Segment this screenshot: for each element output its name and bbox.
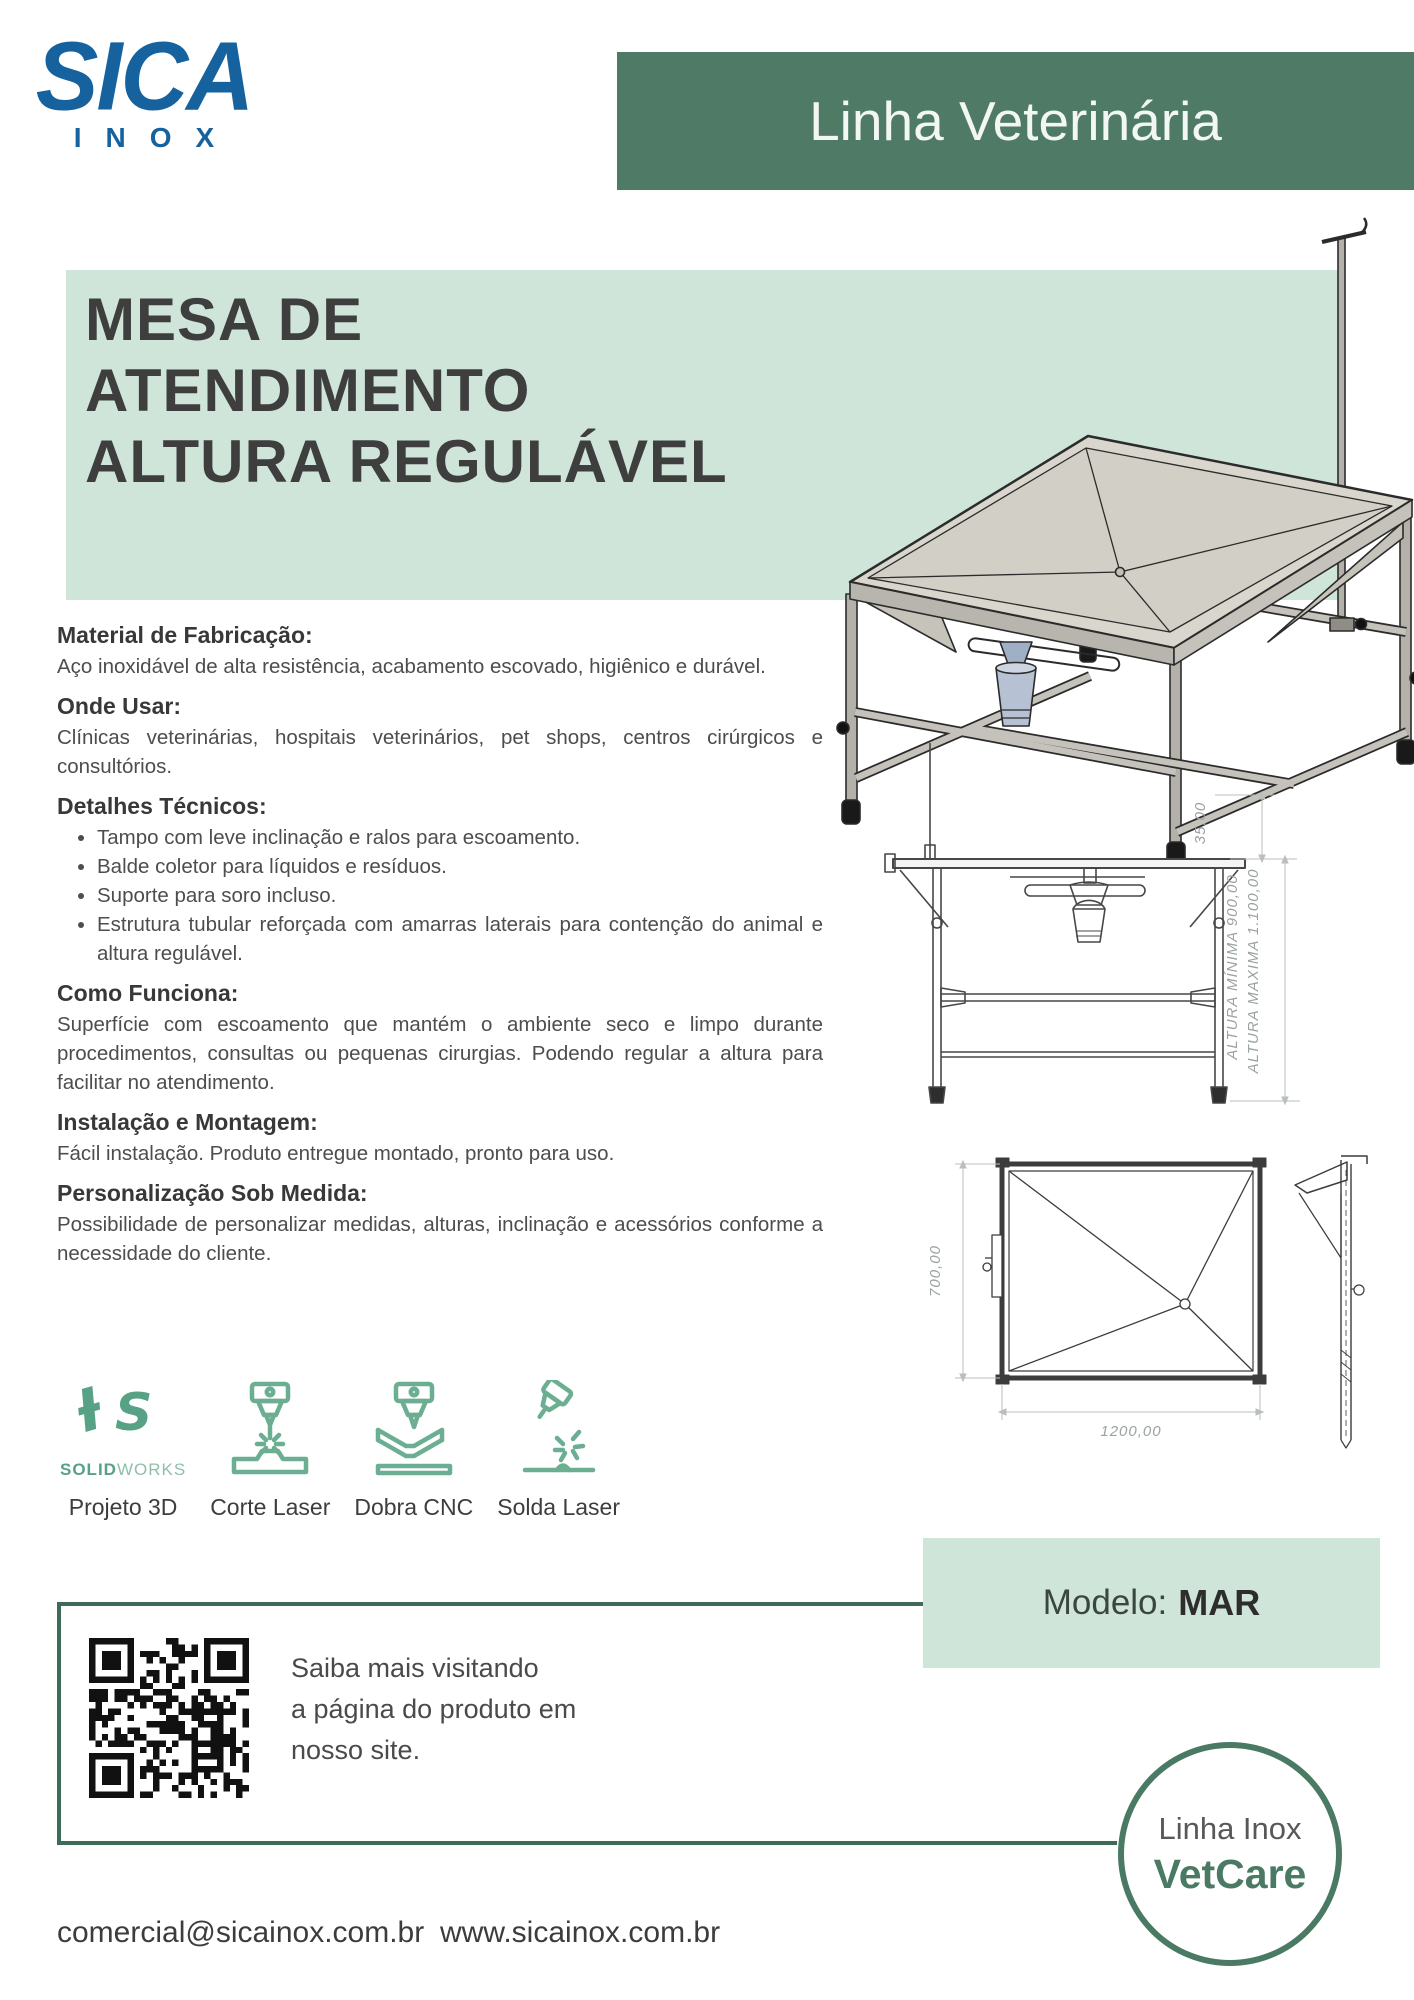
solidworks-logo [63, 1368, 183, 1452]
description-column [57, 622, 823, 1268]
section-heading: Instalação e Montagem: [57, 1109, 318, 1135]
cnc-bend-icon [372, 1380, 456, 1480]
capability-dobra-cnc [354, 1380, 473, 1521]
qr-code[interactable] [89, 1638, 249, 1798]
section-heading: Onde Usar: [57, 693, 181, 719]
qr-caption-line: a página do produto em [291, 1694, 577, 1724]
section-detalhes [57, 793, 823, 968]
website-link[interactable]: www.sicainox.com.br [440, 1916, 721, 1949]
product-title-line: ATENDIMENTO [85, 357, 531, 424]
capability-label: Solda Laser [497, 1494, 620, 1520]
solidworks-wordmark: SOLIDWORKS [60, 1460, 187, 1479]
side-view-drawing [775, 735, 1345, 1135]
bullet-item: • Tampo com leve inclinação e ralos para escoamento. [97, 823, 823, 852]
section-heading: Detalhes Técnicos: [57, 793, 267, 819]
capability-projeto-3d [60, 1368, 186, 1521]
section-instalacao [57, 1109, 823, 1168]
section-body: Clínicas veterinárias, hospitais veterinários, pet shops, centros cirúrgicos e consultórios. [57, 726, 823, 778]
dim-width-label: 1200,00 [1100, 1423, 1162, 1440]
dim-height-max-label: ALTURA MAXIMA 1.100,00 [1245, 868, 1262, 1074]
dim-top-edge-label: 35,00 [1192, 801, 1209, 845]
laser-cut-icon [228, 1380, 312, 1480]
model-value: MAR [1178, 1582, 1261, 1623]
product-title-line: MESA DE [85, 286, 364, 353]
qr-caption-line: nosso site. [291, 1735, 421, 1765]
dim-height-min-label: ALTURA MÍNIMA 900,00 [1224, 874, 1241, 1060]
badge-line2: VetCare [1153, 1850, 1307, 1897]
section-body: Superfície com escoamento que mantém o ambiente seco e limpo durante procedimentos, consultas ou pequenas cirurgias. Podendo regular a altura para facilitar no atendimento. [57, 1013, 823, 1094]
vetcare-badge [1118, 1742, 1342, 1966]
category-banner-label: Linha Veterinária [809, 90, 1222, 152]
section-como-funciona [57, 980, 823, 1097]
logo-wordmark: SICA [35, 20, 253, 131]
sica-inox-logo [26, 20, 262, 154]
section-body: Fácil instalação. Produto entregue montado, pronto para uso. [57, 1142, 615, 1165]
bullet-item: • Suporte para soro incluso. [97, 881, 823, 910]
capability-corte-laser [210, 1380, 330, 1521]
svg-text:Ɨ: Ɨ [69, 1374, 110, 1446]
dim-depth-label: 700,00 [927, 1245, 944, 1297]
badge-line1: Linha Inox [1158, 1810, 1302, 1846]
capabilities-row [60, 1368, 620, 1521]
section-onde-usar [57, 693, 823, 781]
section-personalizacao [57, 1180, 823, 1268]
logo-subtext: INOX [73, 122, 239, 153]
model-box [923, 1538, 1380, 1668]
qr-caption [291, 1648, 576, 1771]
laser-weld-icon [517, 1380, 601, 1480]
section-body: Aço inoxidável de alta resistência, acabamento escovado, higiênico e durável. [57, 655, 766, 678]
product-title-line: ALTURA REGULÁVEL [85, 428, 728, 495]
capability-solda-laser [497, 1380, 620, 1521]
model-label: Modelo: [1042, 1583, 1168, 1622]
product-title [85, 284, 728, 497]
contact-email[interactable]: comercial@sicainox.com.br [57, 1916, 425, 1949]
top-view-drawing [895, 1140, 1410, 1460]
bullet-item: • Estrutura tubular reforçada com amarras laterais para contenção do animal e altura regulável. [97, 910, 823, 968]
section-material [57, 622, 823, 681]
section-heading: Como Funciona: [57, 980, 239, 1006]
capability-label: Corte Laser [210, 1494, 331, 1520]
section-heading: Personalização Sob Medida: [57, 1180, 368, 1206]
category-banner [617, 52, 1414, 190]
svg-text:S: S [115, 1383, 153, 1443]
bullet-item: • Balde coletor para líquidos e resíduos. [97, 852, 823, 881]
section-body: Possibilidade de personalizar medidas, alturas, inclinação e acessórios conforme a necessidade do cliente. [57, 1213, 823, 1265]
section-heading: Material de Fabricação: [57, 622, 313, 648]
qr-caption-line: Saiba mais visitando [291, 1653, 539, 1683]
capability-label: Projeto 3D [68, 1494, 178, 1520]
capability-label: Dobra CNC [354, 1494, 474, 1520]
technical-bullet-list [57, 823, 823, 968]
